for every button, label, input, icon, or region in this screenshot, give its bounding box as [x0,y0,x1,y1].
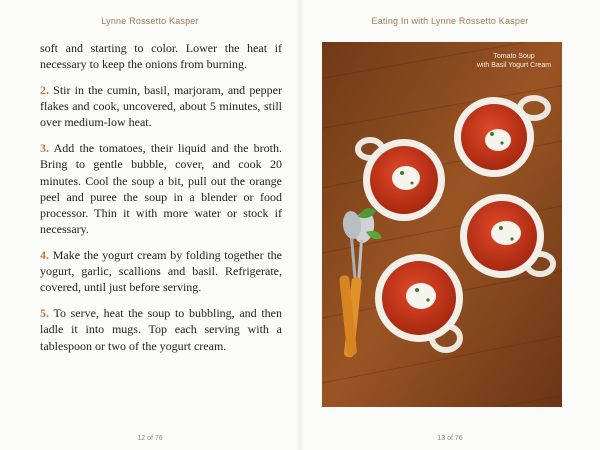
step-number: 5. [40,306,49,321]
step-number: 4. [40,248,49,263]
step-4 [40,247,282,296]
right-running-head: Eating In with Lynne Rossetto Kasper [371,16,529,26]
left-running-head: Lynne Rossetto Kasper [101,16,199,26]
caption-line-2: with Basil Yogurt Cream [476,62,552,69]
step-2 [40,82,282,131]
step-number: 2. [40,83,49,97]
soup-mugs-illustration [322,42,562,407]
recipe-text [40,40,282,363]
step-text: Make the yogurt cream by folding together the yogurt, garlic, scallions and basil. Refrigerate, covered, until just before serving. [40,248,282,295]
right-page-number[interactable]: 13 of 76 [437,435,463,442]
step-text: To serve, heat the soup to bubbling, and then ladle it into mugs. Top each serving with a tablespoon or two of the yogurt cream. [40,306,282,353]
step-text: Add the tomatoes, their liquid and the broth. Bring to gentle bubble, cover, and cook 20 minutes. Cool the soup a bit, pull out the orange peel and puree the soup in a blender or food processor. Thin it with more water or stock if necessary. [40,141,282,237]
caption-line-1: Tomato Soup [493,53,535,60]
step-text: Stir in the cumin, basil, marjoram, and pepper flakes and cook, uncovered, about 5 minutes, still over medium-low heat. [40,83,282,130]
paragraph-continued [40,40,282,72]
paragraph-text: soft and starting to color. Lower the heat if necessary to keep the onions from burning. [40,41,282,72]
left-page-number[interactable]: 12 of 76 [137,435,163,442]
photo-caption [474,52,554,70]
book-gutter [296,0,304,450]
step-5 [40,305,282,354]
step-3 [40,140,282,237]
soup-photo[interactable] [322,42,562,407]
step-number: 3. [40,141,49,156]
